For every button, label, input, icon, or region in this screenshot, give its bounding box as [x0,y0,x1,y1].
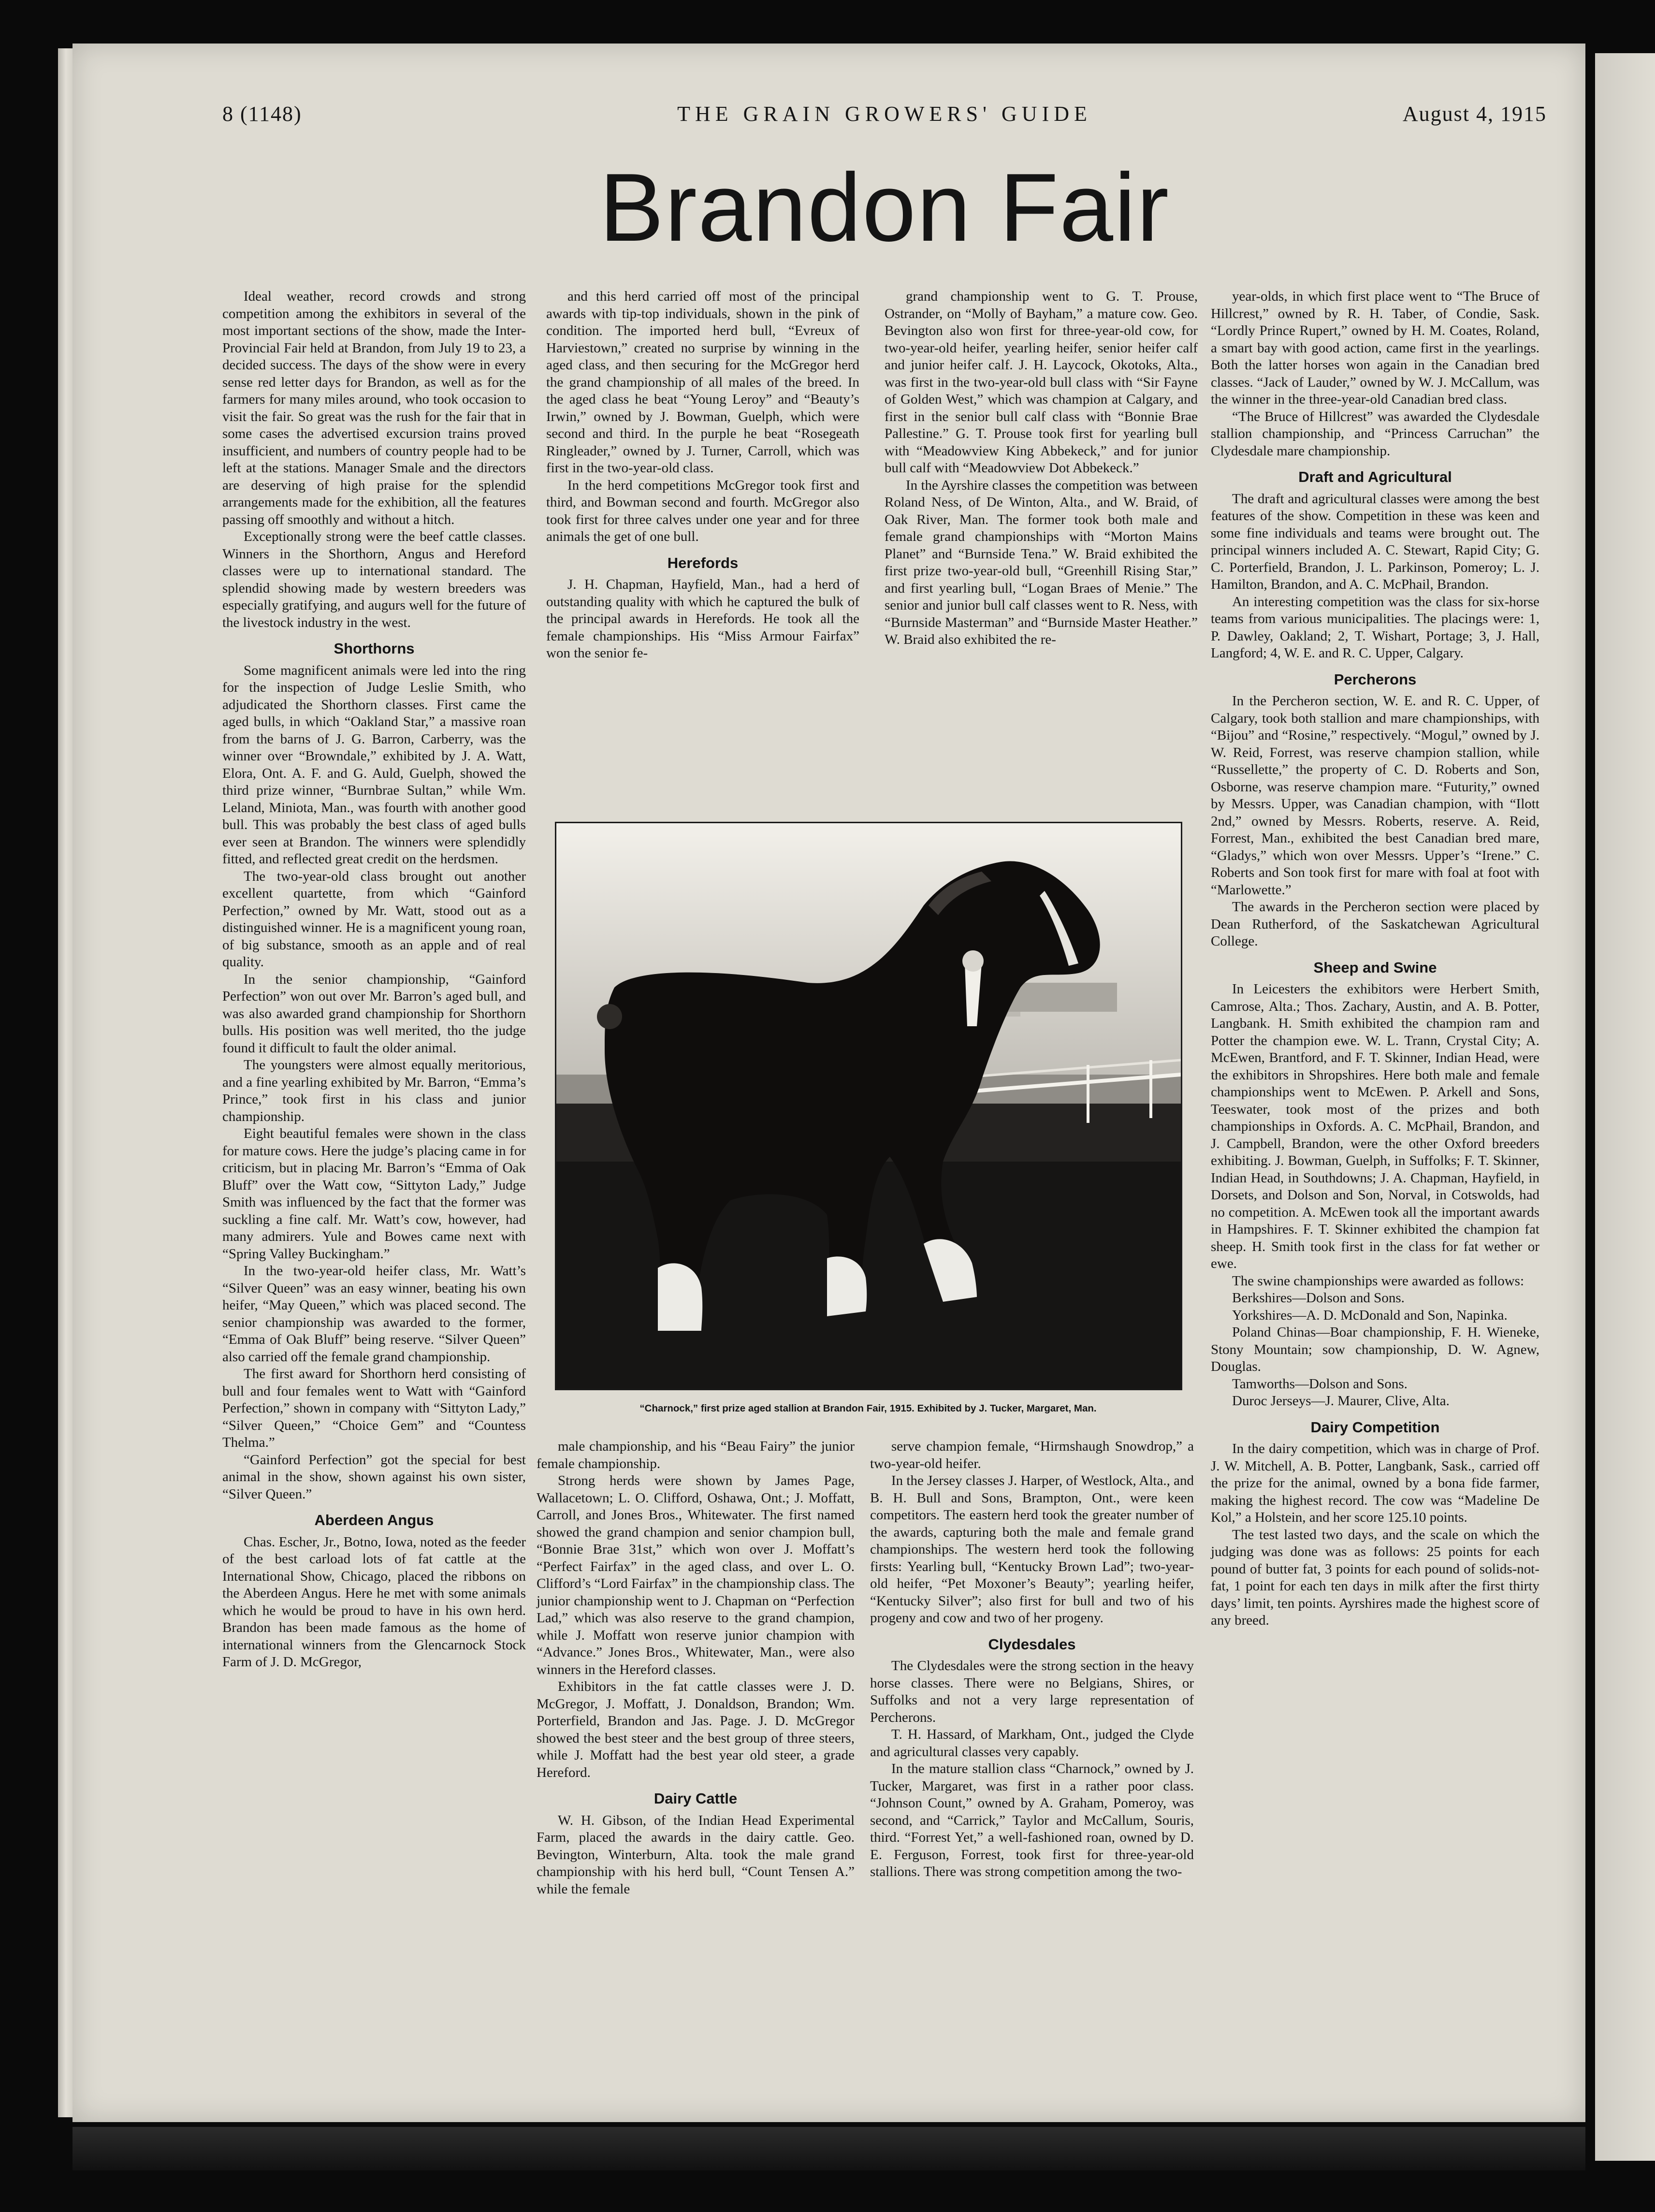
paragraph: Tamworths—Dolson and Sons. [1232,1376,1408,1392]
column-2-bottom [537,1438,855,1898]
paragraph: Duroc Jerseys—J. Maurer, Clive, Alta. [1232,1393,1450,1409]
stallion-image [556,823,1181,1389]
paragraph: In the dairy competition, which was in charge of Prof. J. W. Mitchell, A. B. Potter, Langbank, Sask., carried off the prize for the animal, owned by a bona fide farmer, making the highest record. The cow was “Madeline De Kol,” a Holstein, and her score 125.10 points. [1211,1441,1539,1525]
paragraph: Exhibitors in the fat cattle classes were J. D. McGregor, J. Moffatt, J. Donaldson, Brandon; Wm. Porterfield, Brandon and Jas. Page. J. D. McGregor showed the best steer and the best group of three steers, while J. Moffatt had the best year old steer, a grade Hereford. [537,1679,855,1780]
paragraph: The draft and agricultural classes were among the best features of the show. Competition in these was keen and some fine individuals and teams were brought out. The principal winners included A. C. Stewart, Rapid City; G. C. Porterfield, Brandon, J. L. Parkinson, Pomeroy; L. J. Hamilton, Brandon, and A. C. McPhail, Brandon. [1211,491,1539,592]
paragraph: grand championship went to G. T. Prouse, Ostrander, on “Molly of Bayham,” a mature cow. Geo. Bevington also won first for three-year-old cow, for two-year-old heifer, yearling heifer, senior heifer calf and junior heifer calf. J. H. Laycock, Okotoks, Alta., was first in the two-year-old bull class with “Sir Fayne of Golden West,” which was champion at Calgary, and first in the senior bull calf class with “Bonnie Brae Pallestine.” G. T. Prouse took first for yearling bull with “Meadowview King Abbekeck,” and for junior bull calf with “Meadowview Dot Abbekeck.” [885,289,1198,476]
section-heading-aberdeen-angus: Aberdeen Angus [314,1512,434,1528]
paragraph: In the mature stallion class “Charnock,” owned by J. Tucker, Margaret, was first in a rather poor class. “Johnson Count,” owned by A. Graham, Pomeroy, was second, and “Carrick,” Taylor and McCallum, Souris, third. “Forrest Yet,” a well-fashioned roan, owned by D. E. Ferguson, Forrest, took first for three-year-old stallions. There was strong competition among the two- [870,1761,1194,1879]
paragraph: T. H. Hassard, of Markham, Ont., judged the Clyde and agricultural classes very capably. [870,1727,1194,1760]
publication-title: THE GRAIN GROWERS' GUIDE [677,102,1092,126]
section-heading-shorthorns: Shorthorns [334,640,415,657]
paragraph: An interesting competition was the class for six-horse teams from various municipalities. The placings were: 1, P. Dawley, Oakland; 2, T. Wishart, Portage; 3, J. Hall, Langford; 4, W. E. and R. C. Upper, Calgary. [1211,594,1539,661]
paragraph: “Gainford Perfection” got the special for best animal in the show, shown against his own sister, “Silver Queen.” [222,1452,526,1502]
photo-caption: “Charnock,” first prize aged stallion at Brandon Fair, 1915. Exhibited by J. Tucker, Margaret, Man. [639,1403,1097,1414]
section-heading-dairy-competition: Dairy Competition [1310,1418,1440,1436]
paragraph: In Leicesters the exhibitors were Herbert Smith, Camrose, Alta.; Thos. Zachary, Austin, and A. B. Potter, Langbank. H. Smith exhibited the champion ram and Potter the champion ewe. W. L. Trann, Crystal City; A. McEwen, Brantford, and F. T. Skinner, Indian Head, were the exhibitors in Shropshires. Here both male and female championships went to McEwen. P. Arkell and Sons, Teeswater, took most of the prizes and both championships in Oxfords. A. C. McPhail, Brandon, and J. Campbell, Brandon, were the other Oxford breeders exhibiting. J. Bowman, Guelph, in Suffolks; F. T. Skinner, Indian Head, in Southdowns; J. A. Chapman, Hayfield, in Dorsets, and Dolson and Son, Norval, in Cotswolds, had no competition. A. McEwen took all the important awards in Hampshires. F. T. Skinner exhibited the champion fat sheep. H. Smith took first in the class for fat wether or ewe. [1211,981,1539,1271]
horse-photograph [555,822,1182,1390]
paragraph: and this herd carried off most of the principal awards with tip-top individuals, shown in the pink of condition. The imported herd bull, “Evreux of Harviestown,” created no surprise by winning in the aged class, and then securing for the McGregor herd the grand championship of all males of the breed. In the aged class he beat “Young Leroy” and “Beauty’s Irwin,” owned by J. Bowman, Guelph, which were second and third. In the purple he beat “Rosegeath Ringleader,” owned by J. Turner, Carroll, which was first in the two-year-old class. [546,289,859,476]
section-heading-clydesdales: Clydesdales [988,1635,1076,1653]
paragraph: The first award for Shorthorn herd consisting of bull and four females went to Watt with “Gainford Perfection,” shown in company with “Sittyton Lady,” “Silver Queen,” “Choice Gem” and “Countess Thelma.” [222,1366,526,1450]
paragraph: year-olds, in which first place went to “The Bruce of Hillcrest,” owned by R. H. Taber, of Condie, Sask. “Lordly Prince Rupert,” owned by H. M. Coates, Roland, a smart bay with good action, came first in the yearlings. Both the latter horses won again in the Canadian bred classes. “Jack of Lauder,” owned by W. J. McCallum, was the winner in the three-year-old Canadian bred class. [1211,289,1539,407]
paragraph: male championship, and his “Beau Fairy” the junior female championship. [537,1439,855,1471]
paragraph: In the herd competitions McGregor took first and third, and Bowman second and fourth. McGregor also took first for three calves under one year and for three animals the get of one bull. [546,477,859,544]
paragraph: Exceptionally strong were the beef cattle classes. Winners in the Shorthorn, Angus and Hereford classes were up to international standard. The splendid showing made by western breeders was especially gratifying, and augurs well for the future of the livestock industry in the west. [222,529,526,630]
column-3-top [885,288,1198,649]
section-heading-draft: Draft and Agricultural [1298,468,1452,485]
column-4 [1211,288,1539,1630]
section-heading-percherons: Percherons [1334,670,1417,688]
paragraph: In the Ayrshire classes the competition was between Roland Ness, of De Winton, Alta., and W. Braid, of Oak River, Man. The former took both male and female grand championships with “Morton Mains Planet” and “Burnside Tena.” W. Braid exhibited the first prize two-year-old bull, “Greenhill Rising Star,” and first yearling bull, “Logan Braes of Menie.” The senior and junior bull calf classes went to R. Ness, with “Burnside Masterman” and “Burnside Master Heather.” W. Braid also exhibited the re- [885,477,1198,647]
paragraph: Eight beautiful females were shown in the class for mature cows. Here the judge’s placing came in for criticism, but in placing Mr. Barron’s “Emma of Oak Bluff” over the Watt cow, “Sittyton Lady,” Judge Smith was influenced by the fact that the former was suckling a fine calf. Mr. Watt’s cow, however, had many admirers. Yule and Bowes came next with “Spring Valley Buckingham.” [222,1126,526,1262]
page-bottom-shadow [73,2127,1585,2170]
section-heading-dairy-cattle: Dairy Cattle [653,1790,738,1807]
paragraph: Strong herds were shown by James Page, Wallacetown; L. O. Clifford, Oshawa, Ont.; J. Moffatt, Carroll, and Jones Bros., Whitewater. The first named showed the grand champion and senior champion bull, “Bonnie Brae 31st,” which won over J. Moffatt’s “Perfect Fairfax” in the aged class, and over L. O. Clifford’s “Lord Fairfax” in the championship class. The junior championship went to J. Chapman on “Perfection Lad,” which was also reserve to the grand champion, while J. Moffatt won reserve junior champion with “Advance.” Jones Bros., Whitewater, Man., were also winners in the Hereford classes. [537,1473,855,1677]
paragraph: Chas. Escher, Jr., Botno, Iowa, noted as the feeder of the best carload lots of fat cattle at the International Show, Chicago, placed the ribbons on the Aberdeen Angus. Here he met with some animals which he would be proud to have in his own herd. Brandon has been made famous as the home of international winners from the Glencarnock Stock Farm of J. D. McGregor, [222,1534,526,1670]
paragraph: Yorkshires—A. D. McDonald and Son, Napinka. [1232,1307,1508,1323]
paragraph: In the Percheron section, W. E. and R. C. Upper, of Calgary, took both stallion and mare championships, with “Bijou” and “Rosine,” respectively. “Mogul,” owned by J. W. Reid, Forrest, was reserve champion stallion, while “Russellette,” the property of C. D. Roberts and Son, Osborne, was reserve champion mare. “Futurity,” owned by Messrs. Upper, was Canadian champion, with “Ilott 2nd,” owned by Messrs. Roberts, reserve. A. Reid, Forrest, Man., exhibited the best Canadian bred mare, “Gladys,” which won over Messrs. Upper’s “Irene.” C. Roberts and Son took first for mare with foal at foot with “Marlowette.” [1211,693,1539,898]
paragraph: The Clydesdales were the strong section in the heavy horse classes. There were no Belgians, Shires, or Suffolks and not a very large representation of Percherons. [870,1658,1194,1725]
paragraph: Some magnificent animals were led into the ring for the inspection of Judge Leslie Smith, who adjudicated the Shorthorn classes. First came the aged bulls, in which “Oakland Star,” a massive roan from the barns of J. G. Barron, Carberry, was the winner over “Browndale,” exhibited by J. A. Watt, Elora, Ont. A. F. and G. Auld, Guelph, showed the third prize winner, “Burnbrae Sultan,” while Wm. Leland, Miniota, Man., was fourth with another good bull. This was probably the best class of aged bulls ever seen at Brandon. The winners were splendidly fitted, and reflected great credit on the herdsmen. [222,662,526,867]
paragraph: The two-year-old class brought out another excellent quartette, from which “Gainford Perfection,” owned by Mr. Watt, stood out as a distinguished winner. He is a magnificent young roan, of big substance, smooth as an apple and of real quality. [222,868,526,970]
running-head [222,102,1547,131]
paragraph: In the two-year-old heifer class, Mr. Watt’s “Silver Queen” was an easy winner, beating his own heifer, “May Queen,” which was placed second. The senior championship was awarded to the former, “Emma of Oak Bluff” being reserve. “Silver Queen” also carried off the female grand championship. [222,1263,526,1365]
paragraph: “The Bruce of Hillcrest” was awarded the Clydesdale stallion championship, and “Princess Carruchan” the Clydesdale mare championship. [1211,408,1539,459]
column-3-bottom [870,1438,1194,1881]
section-heading-herefords: Herefords [667,554,739,571]
paragraph: Ideal weather, record crowds and strong competition among the exhibitors in several of the most important sections of the show, made the Inter-Provincial Fair held at Brandon, from July 19 to 23, a decided success. The days of the show were in every sense red letter days for Brandon, as well as for the farmers for many miles around, who took occasion to visit the fair. So great was the rush for the fair that in some cases the advertised excursion trains proved insufficient, and numbers of country people had to be left at the stations. Manager Smale and the directors are deserving of high praise for the splendid arrangements made for the exhibition, all the features passing off smoothly and without a hitch. [222,289,526,527]
paragraph: The test lasted two days, and the scale on which the judging was done was as follows: 25 points for each pound of butter fat, 3 points for each pound of solids-not-fat, 1 point for each ten days in milk after the first thirty days’ limit, ten points. Ayrshires made the highest score of any breed. [1211,1527,1539,1628]
paragraph: serve champion female, “Hirmshaugh Snowdrop,” a two-year-old heifer. [870,1439,1194,1471]
adjacent-page-sliver [1595,53,1655,2161]
paragraph: The awards in the Percheron section were placed by Dean Rutherford, of the Saskatchewan Agricultural College. [1211,899,1539,949]
paragraph: W. H. Gibson, of the Indian Head Experimental Farm, placed the awards in the dairy cattle. Geo. Bevington, Winterburn, Alta. took the male grand championship with his herd bull, “Count Tensen A.” while the female [537,1812,855,1897]
page-number: 8 (1148) [222,102,302,126]
section-heading-sheep-swine: Sheep and Swine [1313,959,1437,976]
issue-date: August 4, 1915 [1402,102,1547,126]
paragraph: Berkshires—Dolson and Sons. [1232,1290,1405,1306]
paragraph: The youngsters were almost equally meritorious, and a fine yearling exhibited by Mr. Barron, “Emma’s Prince,” took first in his class and junior championship. [222,1057,526,1124]
paragraph: Poland Chinas—Boar championship, F. H. Wieneke, Stony Mountain; sow championship, D. W. Agnew, Douglas. [1211,1324,1539,1374]
column-2-top [546,288,859,662]
article-headline: Brandon Fair [599,154,1170,262]
column-1 [222,288,526,1671]
paragraph: The swine championships were awarded as follows: [1232,1273,1524,1289]
paragraph: J. H. Chapman, Hayfield, Man., had a herd of outstanding quality with which he captured the bulk of the principal awards in Herefords. He took all the female championships. His “Miss Armour Fairfax” won the senior fe- [546,577,859,661]
paragraph: In the senior championship, “Gainford Perfection” won out over Mr. Barron’s aged bull, and was also awarded grand championship for Shorthorn bulls. His position was well merited, tho the judge found it difficult to fault the older animal. [222,971,526,1056]
paragraph: In the Jersey classes J. Harper, of Westlock, Alta., and B. H. Bull and Sons, Brampton, Ont., were keen competitors. The eastern herd took the greater number of the awards, capturing both the male and female grand championships. The western herd took the following firsts: Yearling bull, “Kentucky Brown Lad”; two-year-old heifer, “Pet Moxoner’s Beauty”; yearling heifer, “Kentucky Silver”; also first for bull and two of his progeny and cow and two of her progeny. [870,1473,1194,1626]
